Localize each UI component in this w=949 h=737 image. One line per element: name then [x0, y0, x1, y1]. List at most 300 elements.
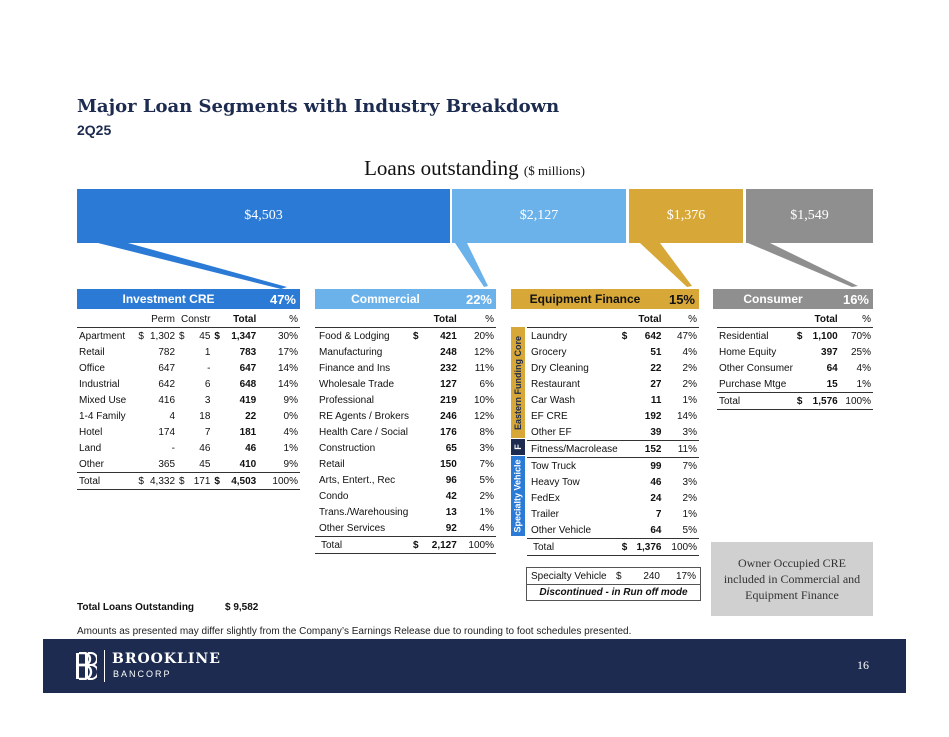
- table-row: [527, 424, 699, 441]
- total-loans-value: $ 9,582: [225, 602, 259, 613]
- total-value: 1,576: [805, 393, 840, 410]
- cur: [620, 424, 630, 441]
- total-cur: $: [411, 537, 421, 554]
- total-cur: [212, 440, 222, 456]
- cur: $: [413, 330, 419, 342]
- total-value: 11: [650, 394, 662, 406]
- pct-value: 11%: [663, 441, 699, 458]
- total-cur: [212, 376, 222, 392]
- total-value: 24: [650, 492, 662, 504]
- total-value: 152: [630, 441, 664, 458]
- total-label: Total: [527, 539, 620, 556]
- total-value: 46: [245, 442, 257, 454]
- row-label: Other: [79, 458, 105, 470]
- total-value: 64: [826, 362, 838, 374]
- total-value: 46: [650, 476, 662, 488]
- consumer-name: Consumer: [743, 292, 803, 306]
- cur: [411, 488, 421, 504]
- row-label: Car Wash: [531, 394, 576, 406]
- table-row: [527, 328, 699, 345]
- perm-cur: [136, 408, 146, 424]
- total-pct: 100%: [840, 393, 873, 410]
- col-header-pct: %: [258, 311, 300, 328]
- commercial-header: [315, 289, 496, 309]
- perm-cur: $: [138, 330, 144, 342]
- total-label: Total: [717, 393, 795, 410]
- segment-bar-consumer: $1,549: [746, 189, 873, 243]
- pct-value: 2%: [479, 490, 494, 502]
- pct-value: 9%: [283, 458, 298, 470]
- group-label-f: [511, 439, 525, 455]
- cur: [795, 344, 805, 360]
- pct-value: 4%: [479, 522, 494, 534]
- total-loans-label: Total Loans Outstanding: [77, 602, 195, 613]
- total-value: 246: [440, 410, 457, 422]
- table-row: [315, 472, 496, 488]
- cur: [620, 408, 630, 424]
- total-value: 42: [445, 490, 457, 502]
- table-row: [77, 392, 300, 408]
- col-header-constr: Constr: [177, 311, 212, 328]
- sv-label: Specialty Vehicle: [531, 570, 607, 582]
- perm-cur: [136, 344, 146, 360]
- cur: [411, 360, 421, 376]
- table-row: [315, 360, 496, 376]
- table-row: [77, 328, 300, 345]
- row-label: Apartment: [79, 330, 126, 342]
- total-value: 783: [239, 346, 257, 358]
- pct-value: 1%: [479, 506, 494, 518]
- total-value: 2,127: [421, 537, 459, 554]
- sv-cur: $: [616, 570, 622, 582]
- perm-value: 174: [158, 426, 176, 438]
- table-row: [77, 424, 300, 440]
- col-header-total: Total: [630, 311, 664, 328]
- table-row: [315, 504, 496, 520]
- owner-occupied-note: [711, 542, 873, 616]
- cur: [411, 456, 421, 472]
- loans-title-text: Loans outstanding: [364, 156, 519, 180]
- total-value: 13: [445, 506, 457, 518]
- sv-pct: 17%: [675, 570, 696, 582]
- pct-value: 8%: [479, 426, 494, 438]
- total-value: 232: [440, 362, 457, 374]
- group-label-text: F: [513, 444, 523, 450]
- col-header-total: Total: [212, 311, 258, 328]
- total-value: 248: [440, 346, 457, 358]
- constr-value: 6: [204, 378, 211, 390]
- table-row: [77, 408, 300, 424]
- investment-cre-pct: 47%: [269, 291, 296, 307]
- commercial-total-row: [315, 537, 496, 554]
- constr-cur: [177, 408, 187, 424]
- cur: [411, 376, 421, 392]
- segment-bar-investment-cre: $4,503: [77, 189, 450, 243]
- total-value: 419: [239, 394, 257, 406]
- consumer-table: [717, 311, 873, 410]
- loans-title-unit: ($ millions): [523, 163, 585, 178]
- perm-value: 365: [158, 458, 176, 470]
- row-label: Fitness/Macrolease: [527, 441, 620, 458]
- equipment-finance-header: [511, 289, 699, 309]
- consumer-header: [713, 289, 873, 309]
- investment-cre-header: [77, 289, 300, 309]
- footer-brand-sub: BANCORP: [113, 669, 172, 679]
- total-cur: [212, 392, 222, 408]
- row-label: Wholesale Trade: [319, 378, 395, 390]
- group-label-eastern-funding: [511, 327, 525, 438]
- total-value: 64: [650, 524, 662, 536]
- col-header-pct: %: [663, 311, 699, 328]
- row-label: Heavy Tow: [531, 476, 580, 488]
- total-value: 51: [650, 346, 662, 358]
- constr-value: 7: [204, 426, 211, 438]
- pct-value: 47%: [676, 330, 697, 342]
- row-label: Food & Lodging: [319, 330, 390, 342]
- constr-value: 45: [199, 458, 211, 470]
- row-label: EF CRE: [531, 410, 568, 422]
- total-value: 648: [239, 378, 257, 390]
- constr-value: 18: [199, 410, 211, 422]
- table-row: [77, 440, 300, 456]
- perm-cur: [136, 376, 146, 392]
- total-value: 99: [630, 458, 664, 475]
- commercial-name: Commercial: [351, 292, 420, 306]
- perm-value: 416: [158, 394, 176, 406]
- footer-brand: BROOKLINE: [112, 651, 221, 667]
- total-cur: $: [795, 393, 805, 410]
- pct-value: 4%: [682, 346, 697, 358]
- connector-commercial: [455, 243, 488, 287]
- total-cur: [212, 424, 222, 440]
- total-value: 127: [440, 378, 457, 390]
- cur: [411, 408, 421, 424]
- constr-value: 45: [199, 330, 211, 342]
- pct-value: 2%: [682, 378, 697, 390]
- table-row: [527, 441, 699, 458]
- total-value: 150: [440, 458, 457, 470]
- perm-value: 642: [158, 378, 176, 390]
- cur: [620, 474, 630, 490]
- total-loans-outstanding: [77, 602, 258, 613]
- group-label-text: Eastern Funding Core: [513, 335, 524, 430]
- row-label: Land: [79, 442, 102, 454]
- total-value: 642: [644, 330, 662, 342]
- row-label: Construction: [319, 442, 376, 454]
- row-label: Industrial: [79, 378, 120, 390]
- row-label: Trans./Warehousing: [319, 506, 409, 518]
- total-value: 1,347: [231, 330, 257, 342]
- constr-value: 46: [199, 442, 211, 454]
- page-number: 16: [857, 658, 869, 672]
- col-header-pct: %: [840, 311, 873, 328]
- total-value: 219: [440, 394, 457, 406]
- constr-cur: [177, 344, 187, 360]
- total-cur: [212, 360, 222, 376]
- row-label: Health Care / Social: [319, 426, 408, 438]
- row-label: Mixed Use: [79, 394, 127, 406]
- pct-value: 4%: [856, 362, 871, 374]
- total-value: 1,376: [630, 539, 664, 556]
- cur: [620, 506, 630, 522]
- row-label: Arts, Entert., Rec: [319, 474, 396, 486]
- consumer-pct: 16%: [842, 291, 869, 307]
- perm-cur: [136, 440, 146, 456]
- owner-occupied-text: Owner Occupied CRE included in Commercial and Equipment Finance: [723, 555, 861, 603]
- row-label: Other Services: [319, 522, 386, 534]
- table-row: [315, 328, 496, 345]
- cur: [411, 472, 421, 488]
- row-label: Other EF: [531, 426, 572, 438]
- investment-cre-name: Investment CRE: [122, 292, 215, 306]
- logo-divider: [104, 650, 105, 682]
- pct-value: 1%: [856, 378, 871, 390]
- constr-value: 3: [204, 394, 211, 406]
- table-row: [527, 360, 699, 376]
- table-row: [315, 488, 496, 504]
- table-row: [527, 474, 699, 490]
- row-label: Office: [79, 362, 105, 374]
- total-constr: 171: [187, 473, 212, 490]
- table-row: [315, 408, 496, 424]
- total-pct: 100%: [459, 537, 496, 554]
- cur: [620, 376, 630, 392]
- cur: [620, 344, 630, 360]
- perm-cur: [136, 456, 146, 473]
- page-title: Major Loan Segments with Industry Breakdown: [77, 96, 560, 117]
- pct-value: 30%: [277, 330, 298, 342]
- total-perm: 4,332: [147, 473, 177, 490]
- total-value: 92: [445, 522, 457, 534]
- total-value: 22: [245, 410, 257, 422]
- constr-value: 1: [204, 346, 211, 358]
- total-value: 181: [239, 426, 257, 438]
- row-label: Condo: [319, 490, 349, 502]
- table-row: [527, 490, 699, 506]
- total-value: 410: [239, 458, 257, 470]
- total-value: 421: [440, 330, 457, 342]
- total-value: 192: [644, 410, 662, 422]
- perm-value: 647: [158, 362, 176, 374]
- row-label: Retail: [79, 346, 105, 358]
- row-label: RE Agents / Brokers: [319, 410, 410, 422]
- pct-value: 14%: [676, 410, 697, 422]
- row-label: 1-4 Family: [79, 410, 126, 422]
- table-row: [315, 392, 496, 408]
- pct-value: 14%: [277, 362, 298, 374]
- table-row: [527, 376, 699, 392]
- total-perm-cur: $: [136, 473, 146, 490]
- total-cur: $: [620, 539, 630, 556]
- equipment-finance-name: Equipment Finance: [529, 292, 641, 306]
- total-value: 27: [650, 378, 662, 390]
- consumer-total-row: [717, 393, 873, 410]
- total-total-cur: $: [212, 473, 222, 490]
- total-value: 15: [826, 378, 838, 390]
- total-value: 22: [650, 362, 662, 374]
- total-value: 176: [440, 426, 457, 438]
- cur: [620, 360, 630, 376]
- total-value: 7: [655, 508, 662, 520]
- constr-cur: [177, 440, 187, 456]
- col-header-total: Total: [421, 311, 459, 328]
- footer-bar: [43, 639, 906, 693]
- cur: [411, 504, 421, 520]
- group-label-specialty-vehicle: [511, 456, 525, 536]
- connector-consumer: [748, 243, 858, 287]
- row-label: Other Vehicle: [531, 524, 592, 536]
- total-cur: [212, 408, 222, 424]
- connector-equipment-finance: [640, 243, 692, 287]
- cur: [620, 522, 630, 539]
- pct-value: 12%: [473, 346, 494, 358]
- table-row: [527, 344, 699, 360]
- cur: [620, 392, 630, 408]
- table-row: [527, 522, 699, 539]
- table-row: [315, 520, 496, 537]
- total-cur: $: [214, 330, 220, 342]
- row-label: Dry Cleaning: [531, 362, 589, 374]
- total-value: 65: [445, 442, 457, 454]
- perm-cur: [136, 360, 146, 376]
- row-label: Professional: [319, 394, 375, 406]
- cur: [411, 440, 421, 456]
- table-row: [527, 408, 699, 424]
- table-row: [315, 456, 496, 472]
- pct-value: 7%: [479, 458, 494, 470]
- table-row: [527, 506, 699, 522]
- pct-value: 3%: [682, 476, 697, 488]
- total-cur: [212, 456, 222, 473]
- pct-value: 5%: [479, 474, 494, 486]
- pct-value: 3%: [682, 426, 697, 438]
- row-label: Restaurant: [531, 378, 580, 390]
- equipment-finance-pct: 15%: [668, 291, 695, 307]
- table-row: [77, 344, 300, 360]
- cur: [620, 441, 630, 458]
- pct-value: 1%: [283, 442, 298, 454]
- specialty-vehicle-box: [526, 567, 701, 601]
- table-row: [717, 376, 873, 393]
- pct-value: 12%: [473, 410, 494, 422]
- pct-value: 1%: [682, 508, 697, 520]
- table-row: [315, 440, 496, 456]
- cur: $: [796, 330, 803, 342]
- total-constr-cur: $: [177, 473, 187, 490]
- pct-value: 2%: [682, 362, 697, 374]
- col-header-pct: %: [459, 311, 496, 328]
- constr-cur: [177, 392, 187, 408]
- perm-cur: [136, 392, 146, 408]
- table-row: [527, 392, 699, 408]
- row-label: FedEx: [531, 492, 560, 504]
- row-label: Manufacturing: [319, 346, 383, 358]
- equipment-finance-total-row: [527, 539, 699, 556]
- investment-cre-total-row: [77, 473, 300, 490]
- total-cur: [212, 344, 222, 360]
- pct-value: 3%: [479, 442, 494, 454]
- perm-value: 1,302: [149, 330, 176, 342]
- pct-value: 9%: [283, 394, 298, 406]
- investment-cre-table: [77, 311, 300, 490]
- perm-value: 782: [158, 346, 176, 358]
- pct-value: 14%: [277, 378, 298, 390]
- row-label: Home Equity: [719, 346, 777, 358]
- segment-bar-commercial: $2,127: [452, 189, 626, 243]
- commercial-table: [315, 311, 496, 554]
- perm-value: -: [171, 442, 176, 454]
- total-value: 39: [650, 426, 662, 438]
- cur: [795, 376, 805, 393]
- rounding-note: Amounts as presented may differ slightly from the Company’s Earnings Release due to rounding to foot schedules presented.: [77, 626, 632, 637]
- row-label: Purchase Mtge: [719, 378, 787, 390]
- total-value: 647: [239, 362, 257, 374]
- total-pct: 100%: [258, 473, 300, 490]
- perm-cur: [136, 424, 146, 440]
- row-label: Laundry: [531, 330, 568, 342]
- pct-value: 70%: [850, 330, 871, 342]
- row-label: Finance and Ins: [319, 362, 391, 374]
- table-row: [527, 458, 699, 475]
- table-row: [315, 376, 496, 392]
- cur: [411, 392, 421, 408]
- pct-value: 2%: [682, 492, 697, 504]
- total-value: 1,100: [812, 330, 838, 342]
- equipment-finance-table: [527, 311, 699, 556]
- row-label: Grocery: [531, 346, 567, 358]
- brookline-logo-icon: [75, 652, 97, 680]
- table-row: [717, 360, 873, 376]
- table-row: [717, 344, 873, 360]
- table-row: [77, 376, 300, 392]
- pct-value: 6%: [479, 378, 494, 390]
- constr-cur: [177, 360, 187, 376]
- constr-value: -: [207, 362, 211, 374]
- total-value: 96: [445, 474, 457, 486]
- total-label: Total: [77, 473, 136, 490]
- cur: [411, 344, 421, 360]
- total-pct: 100%: [663, 539, 699, 556]
- total-label: Total: [315, 537, 411, 554]
- table-row: [717, 328, 873, 345]
- perm-value: 4: [169, 410, 176, 422]
- pct-value: 17%: [277, 346, 298, 358]
- cur: [411, 520, 421, 537]
- pct-value: 20%: [473, 330, 494, 342]
- sv-value: 240: [643, 570, 660, 582]
- sv-note: Discontinued - in Run off mode: [539, 587, 688, 598]
- row-label: Residential: [719, 330, 769, 342]
- cur: [620, 490, 630, 506]
- table-row: [315, 344, 496, 360]
- row-label: Retail: [319, 458, 345, 470]
- cur: [620, 458, 630, 475]
- total-value: 397: [821, 346, 838, 358]
- cur: [795, 360, 805, 376]
- pct-value: 10%: [473, 394, 494, 406]
- row-label: Trailer: [531, 508, 559, 520]
- pct-value: 11%: [474, 362, 494, 374]
- constr-cur: [177, 456, 187, 473]
- pct-value: 4%: [283, 426, 298, 438]
- connector-investment-cre: [98, 243, 287, 289]
- row-label: Hotel: [79, 426, 103, 438]
- row-label: Tow Truck: [527, 458, 620, 475]
- page-subtitle: 2Q25: [77, 122, 112, 138]
- row-label: Other Consumer: [719, 362, 793, 374]
- segment-bar-equipment-finance: $1,376: [629, 189, 743, 243]
- pct-value: 5%: [682, 524, 697, 536]
